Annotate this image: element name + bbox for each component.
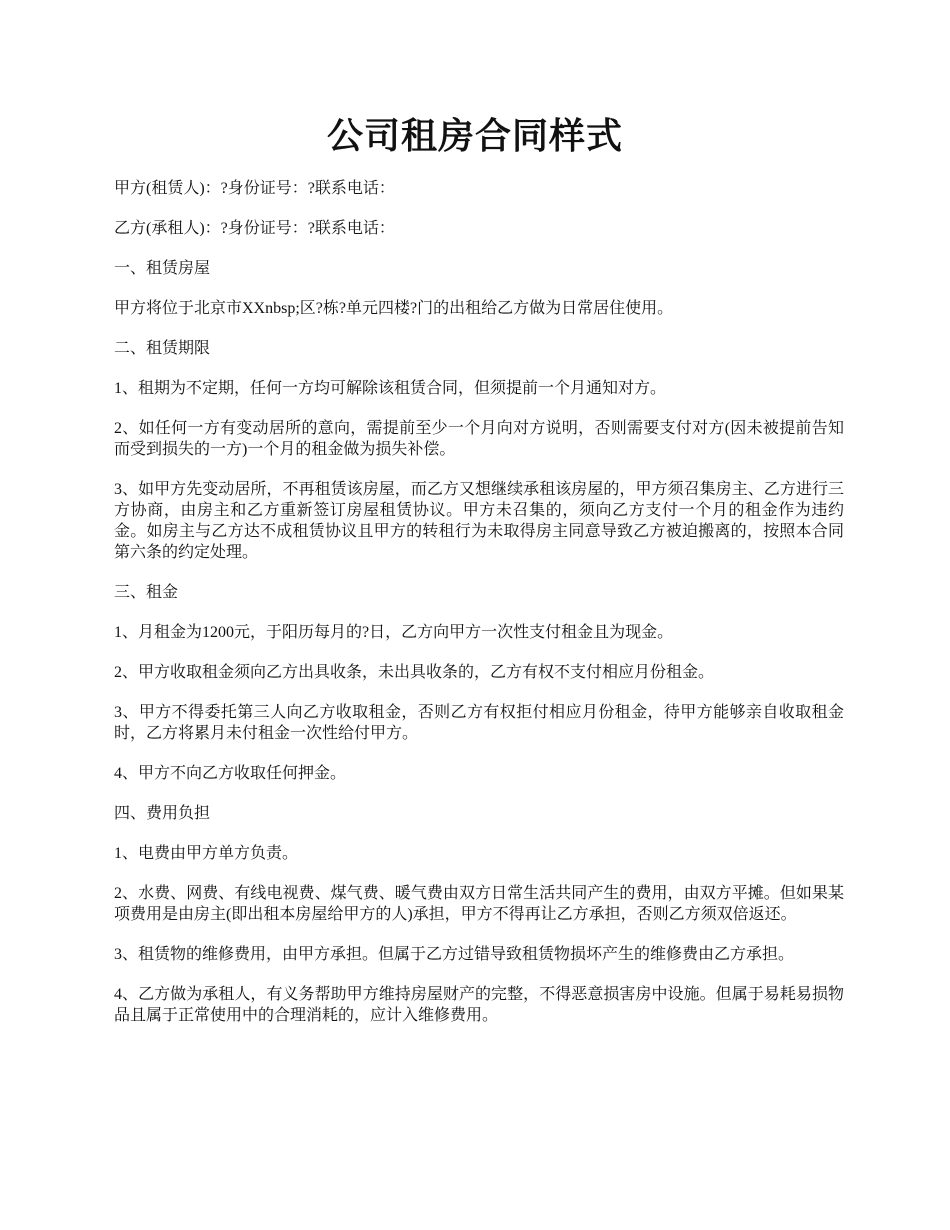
rent-clause-3: 3、甲方不得委托第三人向乙方收取租金，否则乙方有权拒付相应月份租金，待甲方能够亲自收取租金时，乙方将累月未付租金一次性给付甲方。 [114, 704, 844, 742]
section-heading-expenses: 四、费用负担 [114, 805, 211, 822]
rent-clause-4: 4、甲方不向乙方收取任何押金。 [114, 765, 347, 782]
expense-clause-3: 3、租赁物的维修费用，由甲方承担。但属于乙方过错导致租赁物损坏产生的维修费由乙方承担。 [114, 946, 795, 963]
rent-clause-2: 2、甲方收取租金须向乙方出具收条，未出具收条的，乙方有权不支付相应月份租金。 [114, 664, 715, 681]
rent-clause-1: 1、月租金为1200元，于阳历每月的?日，乙方向甲方一次性支付租金且为现金。 [114, 624, 674, 641]
term-clause-3: 3、如甲方先变动居所，不再租赁该房屋，而乙方又想继续承租该房屋的，甲方须召集房主、乙方进行三方协商，由房主和乙方重新签订房屋租赁协议。甲方未召集的，须向乙方支付一个月的租金作为违约金。如房主与乙方达不成租赁协议且甲方的转租行为未取得房主同意导致乙方被迫搬离的，按照本合同第六条的约定处理。 [114, 481, 844, 561]
section-heading-premises: 一、租赁房屋 [114, 260, 211, 277]
expense-clause-2: 2、水费、网费、有线电视费、煤气费、暖气费由双方日常生活共同产生的费用，由双方平摊。但如果某项费用是由房主(即出租本房屋给甲方的人)承担，甲方不得再让乙方承担，否则乙方须双倍返还。 [114, 885, 844, 923]
section-heading-rent: 三、租金 [114, 584, 179, 601]
section-heading-term: 二、租赁期限 [114, 340, 211, 357]
party-a-info: 甲方(租赁人)：?身份证号：?联系电话： [114, 180, 395, 197]
premises-clause: 甲方将位于北京市XXnbsp;区?栋?单元四楼?门的出租给乙方做为日常居住使用。 [114, 300, 674, 317]
party-b-info: 乙方(承租人)：?身份证号：?联系电话： [114, 220, 395, 237]
expense-clause-1: 1、电费由甲方单方负责。 [114, 845, 299, 862]
term-clause-1: 1、租期为不定期，任何一方均可解除该租赁合同，但须提前一个月通知对方。 [114, 380, 667, 397]
document-body [114, 178, 844, 1045]
document-title: 公司租房合同样式 [326, 116, 623, 156]
term-clause-2: 2、如任何一方有变动居所的意向，需提前至少一个月向对方说明，否则需要支付对方(因未被提前告知而受到损失的一方)一个月的租金做为损失补偿。 [114, 420, 844, 458]
expense-clause-4: 4、乙方做为承租人，有义务帮助甲方维持房屋财产的完整，不得恶意损害房中设施。但属于易耗易损物品且属于正常使用中的合理消耗的，应计入维修费用。 [114, 986, 844, 1024]
